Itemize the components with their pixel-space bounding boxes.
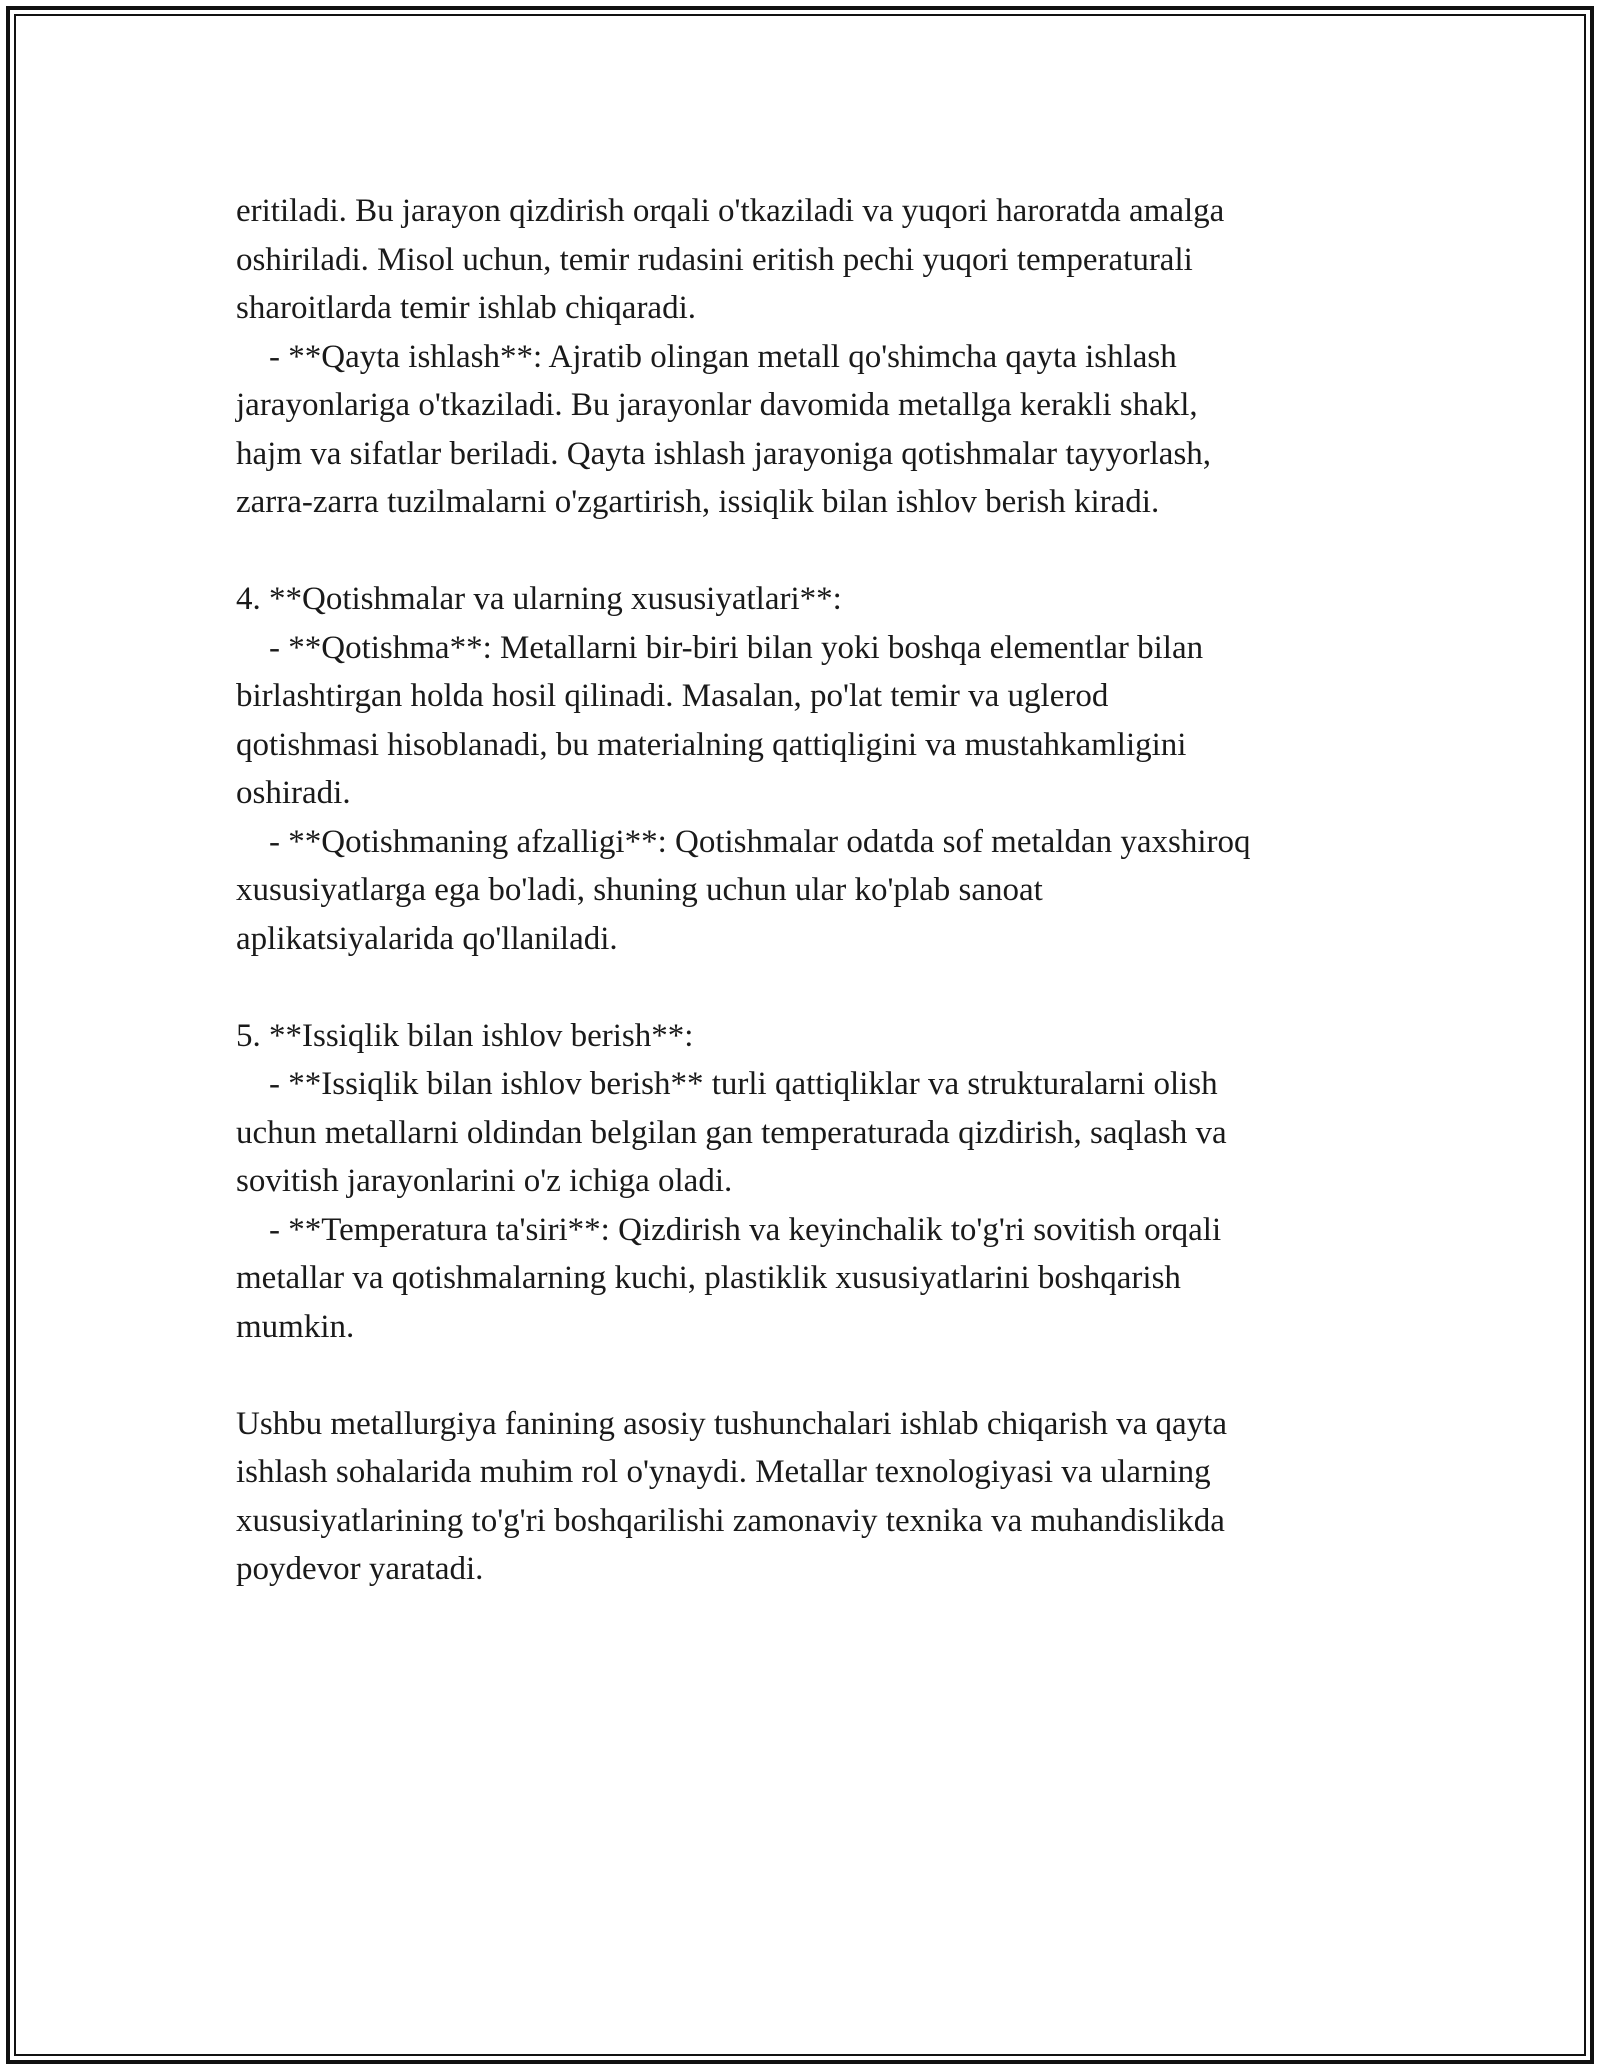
document-body: [236, 187, 1376, 1594]
text-line: zarra-zarra tuzilmalarni o'zgartirish, issiqlik bilan ishlov berish kiradi.: [236, 484, 1160, 520]
text-line: qotishmasi hisoblanadi, bu materialning qattiqligini va mustahkamligini: [236, 726, 1187, 763]
text-line: xususiyatlarining to'g'ri boshqarilishi zamonaviy texnika va muhandislikda: [236, 1502, 1225, 1539]
text-line: - **Qotishma**: Metallarni bir-biri bilan yoki boshqa elementlar bilan: [236, 629, 1204, 666]
section-heading: 5. **Issiqlik bilan ishlov berish**:: [236, 1017, 694, 1054]
paragraph-gap: [236, 963, 1376, 1012]
text-line: Ushbu metallurgiya fanining asosiy tushunchalari ishlab chiqarish va qayta: [236, 1405, 1227, 1442]
text-line: metallar va qotishmalarning kuchi, plastiklik xususiyatlarini boshqarish: [236, 1260, 1181, 1296]
paragraph-gap: [236, 527, 1376, 576]
text-line: aplikatsiyalarida qo'llaniladi.: [236, 920, 618, 957]
text-line: - **Temperatura ta'siri**: Qizdirish va keyinchalik to'g'ri sovitish orqali: [236, 1211, 1222, 1248]
paragraph-conclusion: [236, 1400, 1376, 1594]
paragraph-gap: [236, 1351, 1376, 1400]
text-line: ishlash sohalarida muhim rol o'ynaydi. Metallar texnologiyasi va ularning: [236, 1454, 1211, 1490]
text-line: - **Qayta ishlash**: Ajratib olingan metall qo'shimcha qayta ishlash: [236, 338, 1177, 375]
text-line: sovitish jarayonlarini o'z ichiga oladi.: [236, 1163, 733, 1199]
text-line: - **Issiqlik bilan ishlov berish** turli qattiqliklar va strukturalarni olish: [236, 1066, 1218, 1102]
text-line: mumkin.: [236, 1308, 355, 1345]
text-line: jarayonlariga o'tkaziladi. Bu jarayonlar davomida metallga kerakli shakl,: [236, 387, 1198, 423]
text-line: oshiriladi. Misol uchun, temir rudasini eritish pechi yuqori temperaturali: [236, 241, 1193, 278]
text-line: uchun metallarni oldindan belgilan gan temperaturada qizdirish, saqlash va: [236, 1114, 1227, 1151]
paragraph-heat-treatment: [236, 1012, 1376, 1352]
text-line: eritiladi. Bu jarayon qizdirish orqali o'tkaziladi va yuqori haroratda amalga: [236, 193, 1225, 229]
section-heading: 4. **Qotishmalar va ularning xususiyatlari**:: [236, 581, 842, 617]
text-line: sharoitlarda temir ishlab chiqaradi.: [236, 290, 697, 326]
text-line: - **Qotishmaning afzalligi**: Qotishmalar odatda sof metaldan yaxshiroq: [236, 823, 1251, 860]
text-line: hajm va sifatlar beriladi. Qayta ishlash jarayoniga qotishmalar tayyorlash,: [236, 435, 1212, 472]
text-line: birlashtirgan holda hosil qilinadi. Masalan, po'lat temir va uglerod: [236, 678, 1109, 714]
text-line: poydevor yaratadi.: [236, 1551, 484, 1587]
text-line: xususiyatlarga ega bo'ladi, shuning uchun ular ko'plab sanoat: [236, 872, 1043, 908]
paragraph-process: [236, 187, 1376, 527]
paragraph-alloys: [236, 575, 1376, 963]
text-line: oshiradi.: [236, 775, 351, 811]
